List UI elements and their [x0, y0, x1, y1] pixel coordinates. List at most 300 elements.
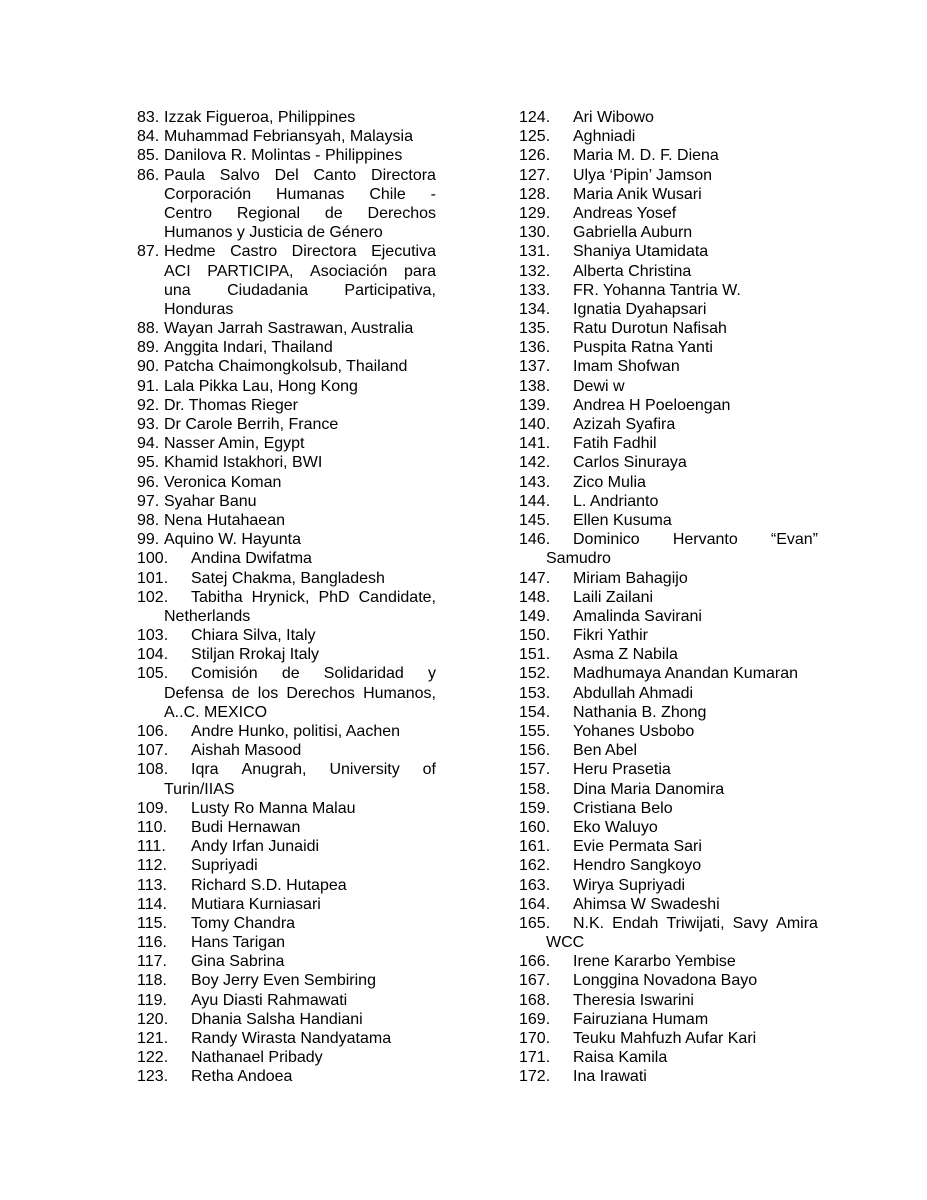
entry-line: [137, 166, 436, 185]
entry-number: 98.: [137, 511, 160, 529]
signatory-entry: [137, 415, 436, 434]
entry-line: [519, 991, 818, 1010]
entry-line: [519, 549, 818, 568]
entry-number: 153.: [519, 684, 551, 702]
entry-line: [137, 569, 436, 588]
entry-line: [519, 242, 818, 261]
word: Savy: [732, 914, 769, 932]
signatory-entry: [519, 1029, 818, 1048]
signatory-entry: [519, 473, 818, 492]
signatory-entry: [519, 588, 818, 607]
entry-line: [137, 684, 436, 703]
signatory-name-continued: Humanos y Justicia de Género: [164, 224, 383, 242]
signatory-name: Fikri Yathir: [573, 627, 648, 645]
signatory-entry: [137, 1010, 436, 1029]
signatory-name: Budi Hernawan: [191, 818, 301, 836]
entry-line: [519, 377, 818, 396]
signatory-entry: [137, 549, 436, 568]
entry-number: 163.: [519, 876, 551, 894]
signatory-entry: [137, 511, 436, 530]
entry-line: [519, 108, 818, 127]
entry-line: [519, 338, 818, 357]
signatory-entry: [137, 242, 436, 319]
signatory-name-continued: [164, 185, 436, 204]
entry-number: 130.: [519, 224, 551, 242]
entry-number: 85.: [137, 147, 160, 165]
entry-line: [519, 185, 818, 204]
word: Ciudadania: [227, 281, 309, 299]
signatory-name: L. Andrianto: [573, 492, 659, 510]
signatory-entry: [137, 1029, 436, 1048]
signatory-entry: [519, 703, 818, 722]
entry-number: 95.: [137, 454, 160, 472]
signatory-entry: [137, 492, 436, 511]
entry-line: [519, 204, 818, 223]
entry-number: 142.: [519, 454, 551, 472]
entry-number: 94.: [137, 435, 160, 453]
signatory-name: Zico Mulia: [573, 473, 646, 491]
entry-number: 136.: [519, 339, 551, 357]
entry-line: [137, 108, 436, 127]
entry-line: [519, 971, 818, 990]
signatory-name: Irene Kararbo Yembise: [573, 953, 736, 971]
signatory-name: Gina Sabrina: [191, 953, 285, 971]
entry-number: 116.: [137, 934, 167, 952]
signatory-name: Nathanael Pribady: [191, 1049, 323, 1067]
word: Hrynick,: [251, 588, 310, 606]
signatory-entry: [519, 511, 818, 530]
signatory-entry: [137, 856, 436, 875]
entry-line: [519, 818, 818, 837]
signatory-name: Imam Shofwan: [573, 358, 680, 376]
entry-number: 131.: [519, 243, 551, 261]
entry-number: 105.: [137, 665, 169, 683]
signatory-entry: [519, 760, 818, 779]
word: Solidaridad: [323, 665, 404, 683]
entry-line: [137, 473, 436, 492]
word: -: [430, 185, 436, 203]
signatory-entry: [519, 818, 818, 837]
signatory-name: Ulya ‘Pipin’ Jamson: [573, 166, 713, 184]
entry-line: [137, 856, 436, 875]
signatory-entry: [137, 453, 436, 472]
entry-line: [137, 338, 436, 357]
signatory-entry: [519, 569, 818, 588]
entry-number: 141.: [519, 435, 551, 453]
entry-number: 152.: [519, 665, 551, 683]
signatory-name: Maria M. D. F. Diena: [573, 147, 719, 165]
word: Dominico: [573, 531, 640, 549]
signatory-entry: [519, 281, 818, 300]
signatory-entry: [519, 991, 818, 1010]
entry-number: 106.: [137, 723, 169, 740]
entry-line: [137, 895, 436, 914]
entry-number: 140.: [519, 416, 551, 433]
signatory-entry: [519, 741, 818, 760]
entry-number: 97.: [137, 492, 160, 510]
word: Comisión: [191, 665, 258, 683]
signatory-name: Carlos Sinuraya: [573, 454, 687, 472]
entry-line: [519, 645, 818, 664]
signatory-name: Anggita Indari, Thailand: [164, 339, 333, 357]
word: Anugrah,: [241, 761, 307, 779]
signatory-name: Danilova R. Molintas - Philippines: [164, 147, 403, 165]
signatory-name: [191, 664, 436, 683]
word: Derechos: [286, 684, 355, 702]
signatory-entry: [519, 971, 818, 990]
entry-line: [137, 242, 436, 261]
entry-number: 147.: [519, 569, 551, 587]
entry-number: 155.: [519, 723, 551, 740]
entry-line: [137, 511, 436, 530]
entry-line: [519, 300, 818, 319]
word: Directora: [291, 243, 357, 261]
entry-number: 121.: [137, 1030, 169, 1047]
entry-number: 99.: [137, 531, 160, 549]
entry-number: 134.: [519, 300, 551, 318]
signatory-name: Hans Tarigan: [191, 934, 285, 952]
entry-line: [137, 1067, 436, 1086]
signatory-name: Andreas Yosef: [573, 204, 677, 222]
signatory-entry: [137, 108, 436, 127]
entry-line: [519, 281, 818, 300]
signatory-name: Richard S.D. Hutapea: [191, 876, 347, 894]
signatory-name: [191, 760, 436, 779]
entry-number: 109.: [137, 799, 169, 817]
signatory-entry: [519, 837, 818, 856]
entry-line: [137, 223, 436, 242]
word: Ejecutiva: [371, 243, 436, 261]
signatory-name: Mutiara Kurniasari: [191, 895, 321, 913]
signatory-name: Dr. Thomas Rieger: [164, 396, 298, 414]
signatory-entry: [519, 722, 818, 741]
entry-number: 135.: [519, 320, 551, 338]
entry-number: 110.: [137, 818, 167, 836]
entry-number: 90.: [137, 358, 160, 376]
signatory-entry: [137, 338, 436, 357]
entry-number: 138.: [519, 377, 551, 395]
entry-line: [519, 856, 818, 875]
signatory-entry: [137, 434, 436, 453]
entry-number: 86.: [137, 166, 160, 184]
signatory-entry: [519, 530, 818, 568]
signatory-entry: [137, 473, 436, 492]
entry-line: [137, 530, 436, 549]
signatory-entry: [519, 799, 818, 818]
entry-number: 161.: [519, 838, 551, 856]
entry-number: 117.: [137, 953, 167, 971]
signatory-entry: [137, 1048, 436, 1067]
signatory-entry: [519, 146, 818, 165]
entry-number: 124.: [519, 109, 551, 126]
signatory-name: Heru Prasetia: [573, 761, 671, 779]
word: Directora: [371, 166, 436, 184]
entry-line: [519, 453, 818, 472]
entry-line: [519, 492, 818, 511]
entry-line: [137, 933, 436, 952]
signatory-name: Andina Dwifatma: [191, 550, 312, 568]
entry-number: 170.: [519, 1030, 551, 1047]
signatory-name: Chiara Silva, Italy: [191, 627, 316, 645]
signatory-entry: [137, 588, 436, 626]
entry-number: 172.: [519, 1068, 551, 1086]
word: y: [427, 665, 436, 683]
signatory-name: Aquino W. Hayunta: [164, 531, 301, 549]
entry-line: [137, 914, 436, 933]
entry-line: [519, 780, 818, 799]
entry-number: 144.: [519, 492, 551, 510]
signatory-entry: [137, 760, 436, 798]
signatory-entry: [137, 1067, 436, 1086]
signatory-name-continued: [164, 281, 436, 300]
signatory-name: Abdullah Ahmadi: [573, 684, 694, 702]
entry-line: [519, 415, 818, 434]
signatory-name: Retha Andoea: [191, 1068, 293, 1086]
entry-line: [137, 741, 436, 760]
signatory-name: Azizah Syafira: [573, 416, 676, 433]
signatory-name: Teuku Mahfuzh Aufar Kari: [573, 1030, 757, 1047]
signatory-name: Dina Maria Danomira: [573, 780, 725, 798]
entry-number: 92.: [137, 396, 160, 414]
word: “Evan”: [770, 531, 818, 549]
signatory-entry: [519, 242, 818, 261]
entry-line: [519, 684, 818, 703]
signatory-name-continued: [164, 262, 436, 281]
entry-number: 83.: [137, 109, 160, 126]
entry-number: 113.: [137, 876, 167, 894]
entry-line: [137, 1029, 436, 1048]
word: PARTICIPA,: [207, 262, 294, 280]
signatory-entry: [137, 626, 436, 645]
signatory-entry: [137, 895, 436, 914]
signatory-entry: [519, 223, 818, 242]
entry-number: 169.: [519, 1010, 551, 1028]
signatory-name: [164, 242, 436, 261]
signatory-entry: [519, 952, 818, 971]
entry-number: 100.: [137, 550, 169, 568]
entry-line: [137, 377, 436, 396]
signatory-entry: [519, 357, 818, 376]
entry-number: 146.: [519, 531, 551, 549]
word: para: [403, 262, 436, 280]
entry-number: 160.: [519, 818, 551, 836]
signatory-entry: [519, 780, 818, 799]
entry-line: [137, 262, 436, 281]
entry-line: [519, 607, 818, 626]
entry-line: [519, 876, 818, 895]
signatory-name: Tomy Chandra: [191, 914, 296, 932]
entry-line: [519, 1029, 818, 1048]
entry-line: [137, 818, 436, 837]
signatory-name: Boy Jerry Even Sembiring: [191, 972, 376, 990]
word: Triwijati,: [666, 914, 725, 932]
signatory-name: [164, 166, 436, 185]
entry-number: 145.: [519, 511, 551, 529]
word: PhD: [318, 588, 350, 606]
signatory-name: Patcha Chaimongkolsub, Thailand: [164, 358, 408, 376]
word: Tabitha: [191, 588, 243, 606]
word: de: [231, 684, 250, 702]
signatory-name: Maria Anik Wusari: [573, 185, 702, 203]
entry-number: 107.: [137, 742, 169, 760]
signatory-entry: [519, 1048, 818, 1067]
signatory-entry: [519, 684, 818, 703]
entry-number: 157.: [519, 761, 551, 779]
signatory-entry: [519, 453, 818, 472]
word: Castro: [230, 243, 278, 261]
signatory-name: Khamid Istakhori, BWI: [164, 454, 323, 472]
signatory-entry: [519, 434, 818, 453]
signatory-entry: [519, 338, 818, 357]
entry-number: 143.: [519, 473, 551, 491]
entry-number: 102.: [137, 588, 169, 606]
signatory-entry: [137, 799, 436, 818]
entry-line: [137, 453, 436, 472]
signatory-name: Dewi w: [573, 377, 625, 395]
word: de: [281, 665, 300, 683]
entry-number: 162.: [519, 857, 551, 875]
word: Paula: [164, 166, 205, 184]
signatory-entry: [519, 377, 818, 396]
signatory-entry: [137, 319, 436, 338]
signatory-name-continued: [164, 684, 436, 703]
entry-line: [137, 780, 436, 799]
signatory-entry: [137, 146, 436, 165]
signatory-name: Fairuziana Humam: [573, 1010, 709, 1028]
entry-number: 115.: [137, 914, 167, 932]
entry-number: 167.: [519, 972, 551, 990]
signatory-entry: [519, 607, 818, 626]
word: Corporación: [164, 185, 252, 203]
signatory-name: [573, 530, 818, 549]
signatory-entry: [137, 991, 436, 1010]
signatory-name: Izzak Figueroa, Philippines: [164, 109, 356, 126]
signatory-name: Fatih Fadhil: [573, 435, 657, 453]
entry-line: [137, 626, 436, 645]
signatory-entry: [137, 396, 436, 415]
entry-number: 91.: [137, 377, 160, 395]
entry-line: [137, 492, 436, 511]
entry-number: 103.: [137, 627, 169, 645]
signatory-name: Theresia Iswarini: [573, 991, 694, 1009]
signatory-name: Syahar Banu: [164, 492, 257, 510]
signatory-name: Amalinda Savirani: [573, 607, 702, 625]
signatory-name: Madhumaya Anandan Kumaran: [573, 665, 799, 683]
entry-line: [137, 645, 436, 664]
entry-number: 84.: [137, 128, 160, 146]
signatory-entry: [519, 876, 818, 895]
entry-line: [519, 933, 818, 952]
signatory-name: Andre Hunko, politisi, Aachen: [191, 723, 401, 740]
signatory-entry: [519, 396, 818, 415]
signatory-name: Satej Chakma, Bangladesh: [191, 569, 385, 587]
entry-line: [137, 837, 436, 856]
signatory-name: Nathania B. Zhong: [573, 703, 707, 721]
right-signatory-column: [519, 108, 818, 1087]
signatory-entry: [519, 492, 818, 511]
signatory-entry: [519, 166, 818, 185]
signatory-name: Hendro Sangkoyo: [573, 857, 702, 875]
signatory-name: Nasser Amin, Egypt: [164, 435, 305, 453]
entry-line: [519, 357, 818, 376]
signatory-entry: [137, 357, 436, 376]
entry-line: [519, 319, 818, 338]
signatory-name: [191, 588, 436, 607]
entry-line: [519, 1067, 818, 1086]
signatory-name: Ellen Kusuma: [573, 511, 672, 529]
signatory-name-continued: Netherlands: [164, 607, 251, 625]
entry-line: [137, 971, 436, 990]
word: Derechos: [367, 204, 436, 222]
signatory-name: Ari Wibowo: [573, 109, 654, 126]
word: University: [329, 761, 400, 779]
entry-line: [519, 952, 818, 971]
signatory-entry: [519, 895, 818, 914]
signatory-entry: [519, 645, 818, 664]
entry-line: [137, 549, 436, 568]
entry-line: [137, 703, 436, 722]
entry-number: 104.: [137, 646, 169, 664]
word: Centro: [164, 204, 213, 222]
entry-number: 118.: [137, 972, 167, 990]
entry-line: [137, 434, 436, 453]
entry-line: [137, 185, 436, 204]
entry-line: [519, 722, 818, 741]
signatory-name-continued: [164, 204, 436, 223]
entry-line: [137, 664, 436, 683]
signatory-name: Yohanes Usbobo: [573, 723, 695, 740]
entry-number: 150.: [519, 627, 551, 645]
signatory-name: Aghniadi: [573, 128, 636, 146]
word: Hedme: [164, 243, 216, 261]
signatory-entry: [519, 415, 818, 434]
entry-number: 168.: [519, 991, 551, 1009]
word: Salvo: [219, 166, 260, 184]
signatory-entry: [519, 108, 818, 127]
signatory-entry: [519, 262, 818, 281]
signatory-entry: [519, 664, 818, 683]
signatory-entry: [137, 952, 436, 971]
entry-number: 127.: [519, 166, 551, 184]
signatory-name: Cristiana Belo: [573, 799, 673, 817]
entry-line: [519, 569, 818, 588]
signatory-entry: [137, 818, 436, 837]
signatory-name: Miriam Bahagijo: [573, 569, 688, 587]
entry-line: [137, 204, 436, 223]
signatory-name: Wayan Jarrah Sastrawan, Australia: [164, 320, 414, 338]
signatory-name: Ben Abel: [573, 742, 638, 760]
word: Amira: [776, 914, 818, 932]
signatory-name: Dhania Salsha Handiani: [191, 1010, 363, 1028]
signatory-entry: [519, 1010, 818, 1029]
signatory-entry: [137, 377, 436, 396]
word: de: [324, 204, 343, 222]
signatory-name: Evie Permata Sari: [573, 838, 702, 856]
entry-number: 123.: [137, 1068, 169, 1086]
signatory-name-continued: Turin/IIAS: [164, 780, 235, 798]
entry-line: [137, 799, 436, 818]
signatory-name-continued: WCC: [546, 934, 585, 952]
entry-line: [519, 703, 818, 722]
signatory-name: Ratu Durotun Nafisah: [573, 320, 727, 338]
entry-number: 120.: [137, 1010, 169, 1028]
signatory-entry: [137, 914, 436, 933]
entry-line: [137, 952, 436, 971]
signatory-entry: [137, 645, 436, 664]
entry-line: [519, 914, 818, 933]
entry-number: 166.: [519, 953, 551, 971]
entry-number: 165.: [519, 914, 551, 932]
